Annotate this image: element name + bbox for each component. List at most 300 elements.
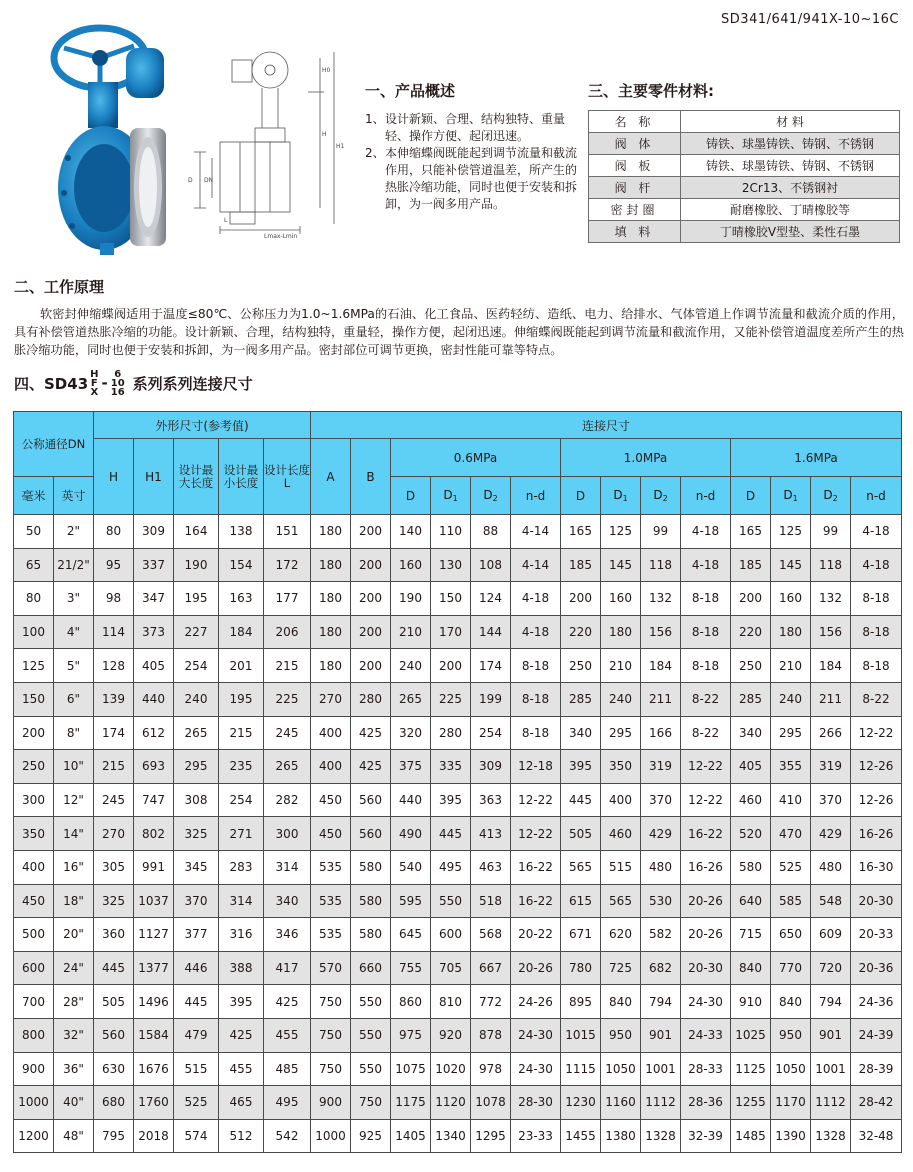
table-cell: 210 [391,615,431,649]
table-cell: 150 [431,582,471,616]
table-cell: 1255 [731,1086,771,1120]
table-cell: 206 [264,615,311,649]
header-inch: 英寸 [54,477,94,515]
table-cell: 215 [264,649,311,683]
table-cell: 195 [174,582,219,616]
table-cell: 325 [94,884,134,918]
table-cell: 80 [94,515,134,549]
table-cell: 1160 [601,1086,641,1120]
table-cell: 479 [174,1018,219,1052]
table-cell: 660 [351,951,391,985]
table-cell: 16-26 [851,817,902,851]
table-cell: 350 [14,817,54,851]
table-cell: 1050 [601,1052,641,1086]
table-cell: 160 [771,582,811,616]
table-cell: 200 [351,548,391,582]
table-cell: 199 [471,682,511,716]
table-cell: 50 [14,515,54,549]
table-cell: 145 [601,548,641,582]
table-cell: 1075 [391,1052,431,1086]
table-cell: 12-22 [681,783,731,817]
table-cell: 363 [471,783,511,817]
table-cell: 20-26 [681,918,731,952]
table-cell: 340 [264,884,311,918]
table-cell: 445 [94,951,134,985]
table-cell: 580 [731,850,771,884]
table-cell: 225 [431,682,471,716]
table-cell: 600 [431,918,471,952]
header-d1: $D_1$ [431,477,471,515]
table-cell: 227 [174,615,219,649]
table-cell: 400 [311,716,351,750]
table-cell: 240 [601,682,641,716]
table-cell: 1328 [641,1119,681,1153]
table-cell: 245 [264,716,311,750]
table-cell: 140 [391,515,431,549]
table-cell: 335 [431,750,471,784]
table-cell: 8-22 [681,716,731,750]
table-cell: 308 [174,783,219,817]
materials-row [589,177,900,199]
material-value: 丁晴橡胶V型垫、柔性石墨 [681,221,900,243]
table-cell: 125 [601,515,641,549]
table-cell: 347 [134,582,174,616]
table-cell: 978 [471,1052,511,1086]
table-cell: 177 [264,582,311,616]
table-row [14,1052,902,1086]
material-part: 阀 板 [589,155,681,177]
table-cell: 580 [351,884,391,918]
materials-row [589,199,900,221]
table-cell: 125 [771,515,811,549]
table-cell: 700 [14,985,54,1019]
table-cell: 100 [14,615,54,649]
table-cell: 320 [391,716,431,750]
table-cell: 23-33 [511,1119,561,1153]
table-cell: 901 [641,1018,681,1052]
table-cell: 99 [641,515,681,549]
table-cell: 920 [431,1018,471,1052]
table-cell: 180 [311,548,351,582]
table-cell: 210 [601,649,641,683]
materials-section [588,80,900,243]
table-cell: 530 [641,884,681,918]
table-row [14,682,902,716]
table-cell: 840 [731,951,771,985]
table-cell: 465 [219,1086,264,1120]
table-cell: 16-22 [511,850,561,884]
table-cell: 4-14 [511,515,561,549]
material-value: 耐磨橡胶、丁晴橡胶等 [681,199,900,221]
table-cell: 895 [561,985,601,1019]
table-cell: 8-22 [681,682,731,716]
header-d1: $D_1$ [771,477,811,515]
table-cell: 455 [219,1052,264,1086]
title-code: 10 [110,377,125,389]
header-nd: n-d [511,477,561,515]
drawing-label-h1: H1 [336,143,345,150]
table-cell: 925 [351,1119,391,1153]
table-cell: 1001 [641,1052,681,1086]
table-cell: 373 [134,615,174,649]
table-cell: 20-26 [511,951,561,985]
header-a: A [311,439,351,515]
table-cell: 195 [219,682,264,716]
table-row [14,515,902,549]
table-cell: 400 [311,750,351,784]
table-cell: 300 [264,817,311,851]
table-cell: 425 [351,716,391,750]
table-cell: 615 [561,884,601,918]
table-cell: 395 [219,985,264,1019]
table-cell: 425 [219,1018,264,1052]
table-cell: 309 [134,515,174,549]
table-cell: 285 [561,682,601,716]
table-cell: 585 [771,884,811,918]
table-cell: 500 [14,918,54,952]
table-cell: 164 [174,515,219,549]
table-cell: 160 [391,548,431,582]
table-cell: 4-18 [681,515,731,549]
table-cell: 550 [351,985,391,1019]
header-pressure-16: 1.6MPa [731,439,902,477]
table-cell: 480 [641,850,681,884]
table-cell: 32-39 [681,1119,731,1153]
table-row [14,1119,902,1153]
table-cell: 1200 [14,1119,54,1153]
table-row [14,649,902,683]
table-cell: 20-26 [681,884,731,918]
overview-item [365,111,580,145]
table-cell: 185 [561,548,601,582]
table-cell: 565 [561,850,601,884]
table-cell: 1170 [771,1086,811,1120]
title-code: F [90,377,98,389]
table-cell: 413 [471,817,511,851]
table-cell: 680 [94,1086,134,1120]
table-cell: 1125 [731,1052,771,1086]
table-cell: 184 [811,649,851,683]
table-cell: 520 [731,817,771,851]
header-pressure-10: 1.0MPa [561,439,731,477]
table-cell: 490 [391,817,431,851]
header-d1: $D_1$ [601,477,641,515]
table-cell: 360 [94,918,134,952]
table-cell: 535 [311,918,351,952]
table-cell: 346 [264,918,311,952]
table-cell: 780 [561,951,601,985]
table-cell: 295 [174,750,219,784]
table-cell: 174 [94,716,134,750]
table-cell: 795 [94,1119,134,1153]
material-value: 铸铁、球墨铸铁、铸钢、不锈钢 [681,133,900,155]
table-cell: 28-42 [851,1086,902,1120]
table-row [14,951,902,985]
table-cell: 309 [471,750,511,784]
table-cell: 485 [264,1052,311,1086]
table-cell: 32-48 [851,1119,902,1153]
table-cell: 1230 [561,1086,601,1120]
table-cell: 525 [771,850,811,884]
dimensions-title-suffix: 系列系列连接尺寸 [132,374,253,393]
table-cell: 4-14 [511,548,561,582]
table-cell: 720 [811,951,851,985]
table-cell: 1584 [134,1018,174,1052]
table-cell: 630 [94,1052,134,1086]
table-cell: 151 [264,515,311,549]
table-cell: 600 [14,951,54,985]
valve-photo [34,18,194,256]
table-cell: 370 [811,783,851,817]
table-cell: 28-36 [681,1086,731,1120]
table-cell: 180 [311,515,351,549]
table-cell: 667 [471,951,511,985]
table-cell: 568 [471,918,511,952]
table-cell: 265 [264,750,311,784]
table-cell: 305 [94,850,134,884]
overview-item [365,145,580,213]
table-row [14,1086,902,1120]
table-cell: 200 [561,582,601,616]
table-cell: 240 [174,682,219,716]
table-cell: 715 [731,918,771,952]
table-row [14,615,902,649]
table-cell: 1485 [731,1119,771,1153]
header-h: H [94,439,134,515]
table-cell: 705 [431,951,471,985]
table-cell: 410 [771,783,811,817]
table-cell: 28-39 [851,1052,902,1086]
table-cell: 2018 [134,1119,174,1153]
table-cell: 240 [391,649,431,683]
table-cell: 445 [174,985,219,1019]
table-cell: 560 [351,817,391,851]
table-cell: 12-22 [511,783,561,817]
table-cell: 8-18 [681,649,731,683]
table-cell: 550 [351,1052,391,1086]
table-cell: 645 [391,918,431,952]
table-cell: 455 [264,1018,311,1052]
table-cell: 180 [311,582,351,616]
table-cell: 725 [601,951,641,985]
table-cell: 860 [391,985,431,1019]
table-cell: 283 [219,850,264,884]
table-cell: 429 [641,817,681,851]
table-cell: 24-36 [851,985,902,1019]
table-cell: 640 [731,884,771,918]
table-cell: 950 [771,1018,811,1052]
table-cell: 345 [174,850,219,884]
table-cell: 18" [54,884,94,918]
table-cell: 8-22 [851,682,902,716]
table-cell: 560 [94,1018,134,1052]
header-nd: n-d [851,477,902,515]
table-cell: 1037 [134,884,174,918]
table-cell: 747 [134,783,174,817]
material-part: 密封圈 [589,199,681,221]
table-cell: 24-39 [851,1018,902,1052]
table-cell: 220 [731,615,771,649]
dimensions-table-body [14,515,902,1153]
table-cell: 1455 [561,1119,601,1153]
materials-header-row [589,111,900,133]
table-cell: 772 [471,985,511,1019]
table-cell: 1112 [811,1086,851,1120]
table-cell: 1676 [134,1052,174,1086]
table-cell: 24-30 [511,1052,561,1086]
table-cell: 580 [351,850,391,884]
table-cell: 794 [811,985,851,1019]
table-cell: 20-36 [851,951,902,985]
table-cell: 1390 [771,1119,811,1153]
table-cell: 542 [264,1119,311,1153]
table-cell: 250 [731,649,771,683]
table-cell: 8-18 [851,649,902,683]
table-cell: 370 [174,884,219,918]
table-cell: 340 [561,716,601,750]
table-cell: 8" [54,716,94,750]
table-cell: 125 [14,649,54,683]
table-cell: 28-33 [681,1052,731,1086]
table-cell: 316 [219,918,264,952]
table-cell: 8-18 [681,615,731,649]
table-cell: 211 [811,682,851,716]
table-cell: 180 [771,615,811,649]
table-cell: 750 [311,1018,351,1052]
table-cell: 950 [601,1018,641,1052]
table-cell: 144 [471,615,511,649]
table-header-row [14,439,902,477]
table-cell: 108 [471,548,511,582]
table-cell: 1112 [641,1086,681,1120]
table-cell: 750 [311,985,351,1019]
table-cell: 314 [219,884,264,918]
table-cell: 550 [431,884,471,918]
table-cell: 1015 [561,1018,601,1052]
table-cell: 8-18 [851,582,902,616]
table-cell: 99 [811,515,851,549]
drawing-label-lmax: Lmax-Lmin [264,233,298,238]
table-cell: 32" [54,1018,94,1052]
table-row [14,783,902,817]
principle-title: 二、工作原理 [14,278,105,296]
valve-drawing [180,48,350,238]
table-cell: 4-18 [681,548,731,582]
table-cell: 24-26 [511,985,561,1019]
table-cell: 98 [94,582,134,616]
table-cell: 395 [431,783,471,817]
overview-section [365,80,580,213]
table-cell: 505 [94,985,134,1019]
table-cell: 28-30 [511,1086,561,1120]
table-cell: 235 [219,750,264,784]
table-cell: 16-22 [681,817,731,851]
table-cell: 16" [54,850,94,884]
table-cell: 810 [431,985,471,1019]
table-cell: 340 [731,716,771,750]
table-cell: 337 [134,548,174,582]
table-cell: 535 [311,850,351,884]
table-cell: 770 [771,951,811,985]
table-cell: 24-30 [511,1018,561,1052]
table-cell: 160 [601,582,641,616]
material-value: 2Cr13、不锈钢衬 [681,177,900,199]
table-cell: 20-22 [511,918,561,952]
table-cell: 319 [811,750,851,784]
table-cell: 3" [54,582,94,616]
header-connection: 连接尺寸 [311,412,902,439]
table-cell: 1496 [134,985,174,1019]
dimensions-title-material-codes [90,370,98,397]
table-cell: 180 [601,615,641,649]
table-cell: 582 [641,918,681,952]
table-cell: 750 [351,1086,391,1120]
table-cell: 445 [561,783,601,817]
table-cell: 190 [174,548,219,582]
table-cell: 154 [219,548,264,582]
table-cell: 20-33 [851,918,902,952]
table-cell: 40" [54,1086,94,1120]
overview-list [365,111,580,213]
table-cell: 16-22 [511,884,561,918]
table-cell: 172 [264,548,311,582]
table-cell: 682 [641,951,681,985]
material-value: 铸铁、球墨铸铁、铸钢、不锈钢 [681,155,900,177]
header-outline: 外形尺寸(参考值) [94,412,311,439]
table-cell: 901 [811,1018,851,1052]
table-cell: 440 [391,783,431,817]
drawing-label-h: H [322,131,327,138]
table-cell: 10" [54,750,94,784]
table-cell: 250 [561,649,601,683]
table-row [14,548,902,582]
table-cell: 1295 [471,1119,511,1153]
table-cell: 425 [351,750,391,784]
table-cell: 240 [771,682,811,716]
table-cell: 1001 [811,1052,851,1086]
table-cell: 250 [14,750,54,784]
material-part: 阀 体 [589,133,681,155]
table-cell: 1340 [431,1119,471,1153]
table-cell: 156 [811,615,851,649]
table-cell: 200 [351,615,391,649]
materials-row [589,133,900,155]
table-cell: 975 [391,1018,431,1052]
title-code: H [90,368,99,380]
drawing-label-dn: DN [204,177,214,184]
table-cell: 20-30 [681,951,731,985]
header-d: D [391,477,431,515]
table-cell: 24-33 [681,1018,731,1052]
table-cell: 388 [219,951,264,985]
table-cell: 150 [14,682,54,716]
table-cell: 802 [134,817,174,851]
table-cell: 900 [311,1086,351,1120]
header-h1: H1 [134,439,174,515]
table-cell: 319 [641,750,681,784]
table-cell: 755 [391,951,431,985]
table-cell: 495 [264,1086,311,1120]
table-cell: 200 [431,649,471,683]
table-header-row [14,412,902,439]
table-row [14,582,902,616]
table-cell: 295 [771,716,811,750]
table-cell: 1000 [311,1119,351,1153]
table-cell: 200 [351,515,391,549]
table-cell: 163 [219,582,264,616]
table-cell: 370 [641,783,681,817]
table-cell: 5" [54,649,94,683]
